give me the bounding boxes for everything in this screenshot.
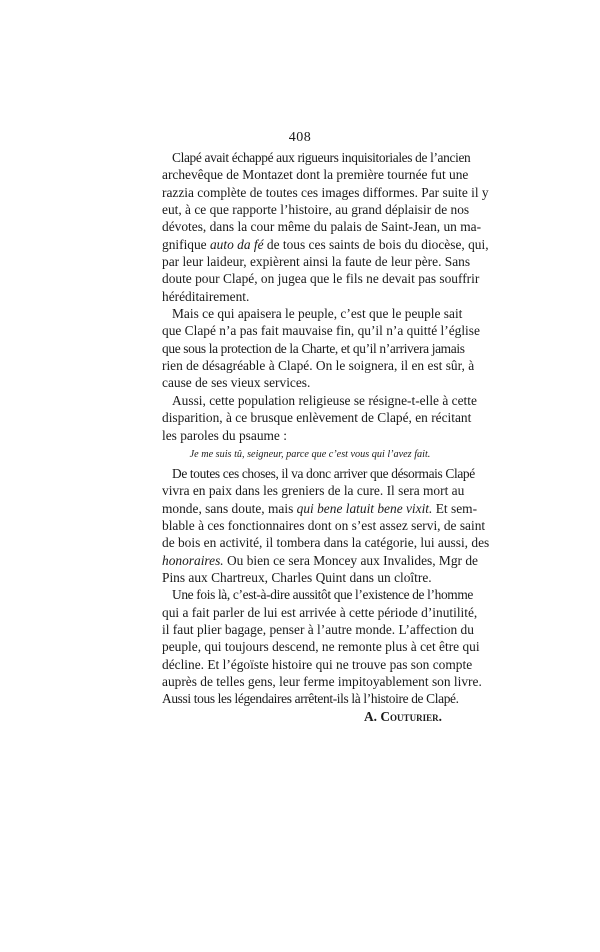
text-fragment: de tous ces saints de bois du diocèse, qui,	[266, 236, 489, 252]
text-line	[162, 236, 489, 253]
text-line: qui a fait parler de lui est arrivée à cette période d’inutilité,	[162, 604, 478, 620]
text-line: blable à ces fonctionnaires dont on s’est assez servi, de saint	[162, 517, 486, 533]
text-line: razzia complète de toutes ces images difformes. Par suite il y	[162, 184, 489, 200]
text-line: peuple, qui toujours descend, ne remonte plus à cet être qui	[162, 639, 480, 655]
text-line: Pins aux Chartreux, Charles Quint dans un cloître.	[162, 569, 432, 585]
text-fragment: Ou bien ce sera Moncey aux Invalides, Mgr de	[226, 552, 478, 568]
text-line	[162, 552, 478, 569]
text-line: de bois en activité, il tombera dans la catégorie, lui aussi, des	[162, 535, 490, 551]
text-line: Clapé avait échappé aux rigueurs inquisitoriales de l’ancien	[172, 150, 471, 165]
paragraph	[162, 465, 490, 586]
italic-phrase: honoraires.	[162, 552, 224, 568]
text-line: héréditairement.	[162, 288, 250, 304]
text-line: par leur laideur, expièrent ainsi la faute de leur père. Sans	[162, 254, 471, 270]
text-line: vivra en paix dans les greniers de la cure. Il sera mort au	[162, 483, 465, 499]
italic-phrase: auto da fé	[209, 236, 264, 252]
text-line: disparition, à ce brusque enlèvement de Clapé, en récitant	[162, 410, 472, 426]
text-line: que sous la protection de la Charte, et qu’il n’arrivera jamais	[162, 340, 465, 356]
text-line: auprès de telles gens, leur ferme impitoyablement son livre.	[162, 673, 482, 689]
page-number: 408	[288, 130, 312, 145]
text-fragment: Et sem-	[435, 500, 478, 516]
psalm-quote: Je me suis tû, seigneur, parce que c’est vous qui l’avez fait.	[189, 448, 431, 460]
text-line: décline. Et l’égoïste histoire qui ne trouve pas son compte	[162, 656, 473, 672]
paragraph	[162, 305, 480, 392]
text-line: archevêque de Montazet dont la première tournée fut une	[162, 167, 469, 183]
text-fragment: gnifique	[162, 236, 207, 252]
text-line: Aussi tous les légendaires arrêtent-ils là l’histoire de Clapé.	[162, 691, 459, 707]
text-line: De toutes ces choses, il va donc arriver que désormais Clapé	[172, 465, 475, 481]
text-line: que Clapé n’a pas fait mauvaise fin, qu’il n’a quitté l’église	[162, 323, 480, 339]
paragraph	[162, 149, 489, 305]
paragraph	[162, 586, 482, 707]
text-line: Une fois là, c’est-à-dire aussitôt que l’existence de l’homme	[172, 587, 474, 603]
text-line: doute pour Clapé, on jugea que le fils ne devait pas souffrir	[162, 271, 480, 287]
text-line: il faut plier bagage, penser à l’autre monde. L’affection du	[162, 621, 474, 637]
text-line: Aussi, cette population religieuse se résigne-t-elle à cette	[172, 392, 477, 408]
text-line: les paroles du psaume :	[162, 427, 287, 443]
text-line: cause de ses vieux services.	[162, 375, 311, 391]
author-signature	[162, 708, 458, 725]
article-body	[162, 149, 490, 725]
text-line: Mais ce qui apaisera le peuple, c’est que le peuple sait	[172, 306, 463, 322]
text-line: rien de désagréable à Clapé. On le soignera, il en est sûr, à	[162, 358, 475, 374]
paragraph	[162, 392, 477, 444]
text-fragment: monde, sans doute, mais	[162, 500, 294, 516]
italic-phrase: qui bene latuit bene vixit.	[296, 500, 433, 516]
signature-initial: A.	[364, 708, 378, 724]
text-line: eut, à ce que rapporte l’histoire, au grand déplaisir de nos	[162, 202, 470, 218]
signature-name: Couturier.	[380, 708, 442, 724]
text-line	[162, 500, 478, 517]
text-line: dévotes, dans la cour même du palais de Saint-Jean, un ma-	[162, 219, 482, 235]
